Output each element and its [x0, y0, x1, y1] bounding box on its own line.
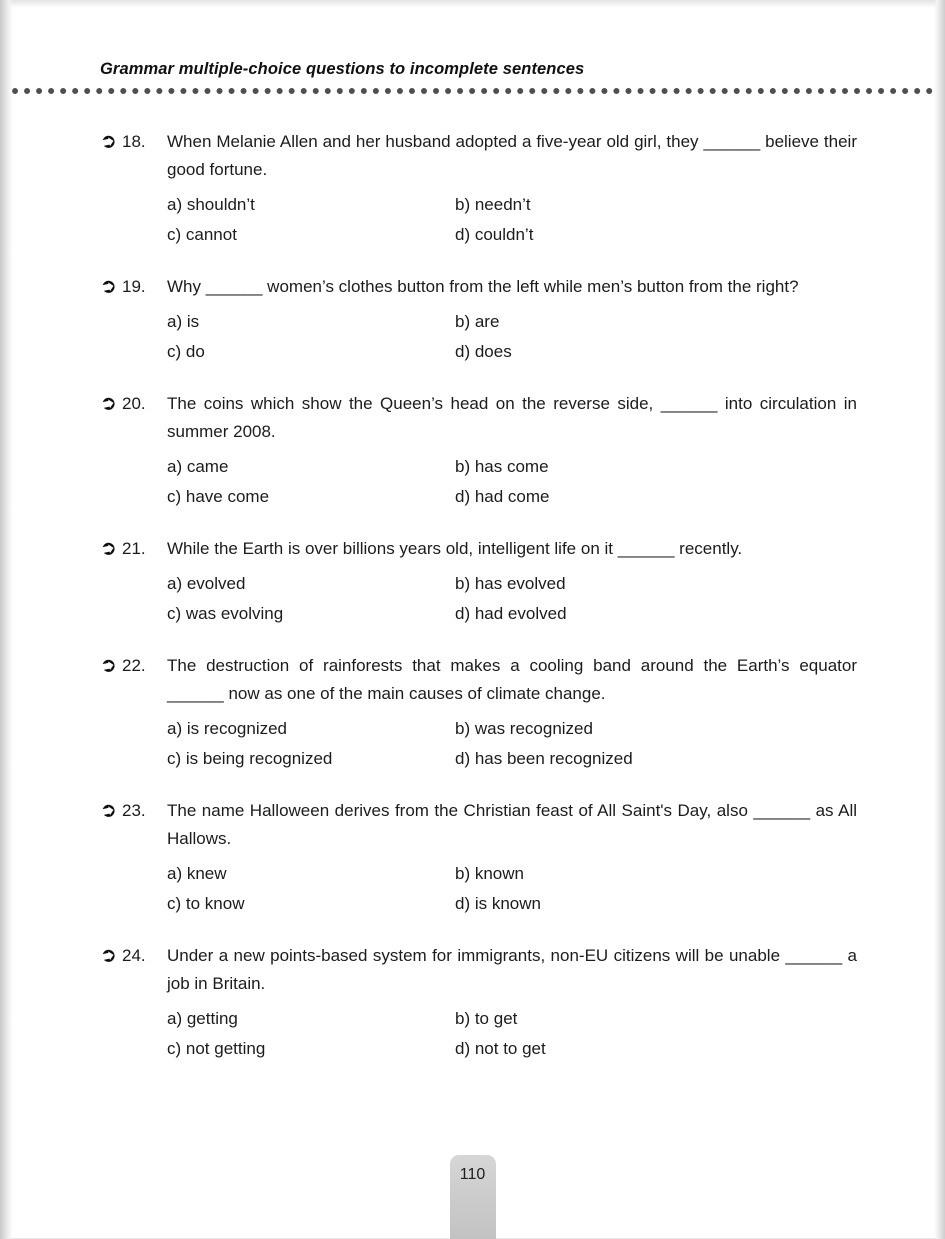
question — [97, 942, 857, 1063]
page-edge-left — [0, 0, 13, 1239]
question-options — [167, 452, 857, 511]
question — [97, 535, 857, 628]
question-number: 22. — [122, 656, 146, 675]
option-d: d) is known — [455, 894, 541, 913]
option-b: b) was recognized — [455, 719, 593, 738]
option-c: c) not getting — [167, 1039, 266, 1058]
question-number: 19. — [122, 277, 146, 296]
option-a: a) evolved — [167, 574, 246, 593]
option-d: d) does — [455, 342, 512, 361]
refresh-bullet-icon: ➲ — [97, 391, 119, 417]
question-options — [167, 190, 857, 249]
refresh-bullet-icon: ➲ — [97, 653, 119, 679]
option-a: a) knew — [167, 864, 227, 883]
page-number: 110 — [459, 1166, 486, 1183]
option-a: a) is recognized — [167, 719, 288, 738]
option-d: d) had come — [455, 487, 550, 506]
question-number: 23. — [122, 801, 146, 820]
refresh-bullet-icon: ➲ — [97, 274, 119, 300]
option-a: a) came — [167, 457, 229, 476]
question-body — [167, 535, 857, 628]
page-header — [0, 0, 945, 79]
questions-list — [0, 94, 945, 1063]
option-c: c) do — [167, 342, 205, 361]
page-title: Grammar multiple-choice questions to incomplete sentences — [100, 60, 585, 78]
refresh-bullet-icon: ➲ — [97, 536, 119, 562]
option-c: c) have come — [167, 487, 270, 506]
option-d: d) had evolved — [455, 604, 567, 623]
option-c: c) was evolving — [167, 604, 284, 623]
option-c: c) cannot — [167, 225, 237, 244]
option-a: a) is — [167, 312, 200, 331]
question — [97, 128, 857, 249]
question-text: While the Earth is over billions years old, intelligent life on it ______ recently. — [167, 539, 743, 558]
question-body — [167, 797, 857, 918]
question-body — [167, 942, 857, 1063]
question-number: 20. — [122, 394, 146, 413]
question-text: The destruction of rainforests that makes a cooling band around the Earth’s equator ______ now as one of the main causes of climate change. — [167, 656, 857, 703]
option-a: a) shouldn’t — [167, 195, 255, 214]
question-number: 18. — [122, 132, 146, 151]
question-body — [167, 652, 857, 773]
question — [97, 273, 857, 366]
option-b: b) are — [455, 312, 500, 331]
option-b: b) to get — [455, 1009, 518, 1028]
refresh-bullet-icon: ➲ — [97, 798, 119, 824]
question-text: The coins which show the Queen’s head on the reverse side, ______ into circulation in summer 2008. — [167, 394, 857, 441]
option-c: c) is being recognized — [167, 749, 333, 768]
question-options — [167, 307, 857, 366]
question-options — [167, 859, 857, 918]
option-d: d) couldn’t — [455, 225, 534, 244]
question-number: 21. — [122, 539, 146, 558]
option-d: d) not to get — [455, 1039, 546, 1058]
question-options — [167, 569, 857, 628]
question-number: 24. — [122, 946, 146, 965]
option-b: b) needn’t — [455, 195, 531, 214]
option-b: b) has evolved — [455, 574, 566, 593]
question-text: Under a new points-based system for immigrants, non-EU citizens will be unable ______ a job in Britain. — [167, 946, 857, 993]
refresh-bullet-icon: ➲ — [97, 943, 119, 969]
question-body — [167, 128, 857, 249]
question-options — [167, 714, 857, 773]
option-b: b) known — [455, 864, 524, 883]
option-c: c) to know — [167, 894, 245, 913]
question-body — [167, 273, 857, 366]
question — [97, 652, 857, 773]
option-a: a) getting — [167, 1009, 238, 1028]
page-edge-right — [934, 0, 945, 1239]
option-b: b) has come — [455, 457, 549, 476]
question — [97, 797, 857, 918]
refresh-bullet-icon: ➲ — [97, 129, 119, 155]
question-text: The name Halloween derives from the Christian feast of All Saint's Day, also ______ as All Hallows. — [167, 801, 857, 848]
question — [97, 390, 857, 511]
question-body — [167, 390, 857, 511]
question-text: When Melanie Allen and her husband adopted a five-year old girl, they ______ believe their good fortune. — [167, 132, 857, 179]
question-text: Why ______ women’s clothes button from the left while men’s button from the right? — [167, 277, 799, 296]
page-edge-top — [0, 0, 945, 8]
question-options — [167, 1004, 857, 1063]
page-number-tab — [450, 1155, 496, 1239]
option-d: d) has been recognized — [455, 749, 633, 768]
